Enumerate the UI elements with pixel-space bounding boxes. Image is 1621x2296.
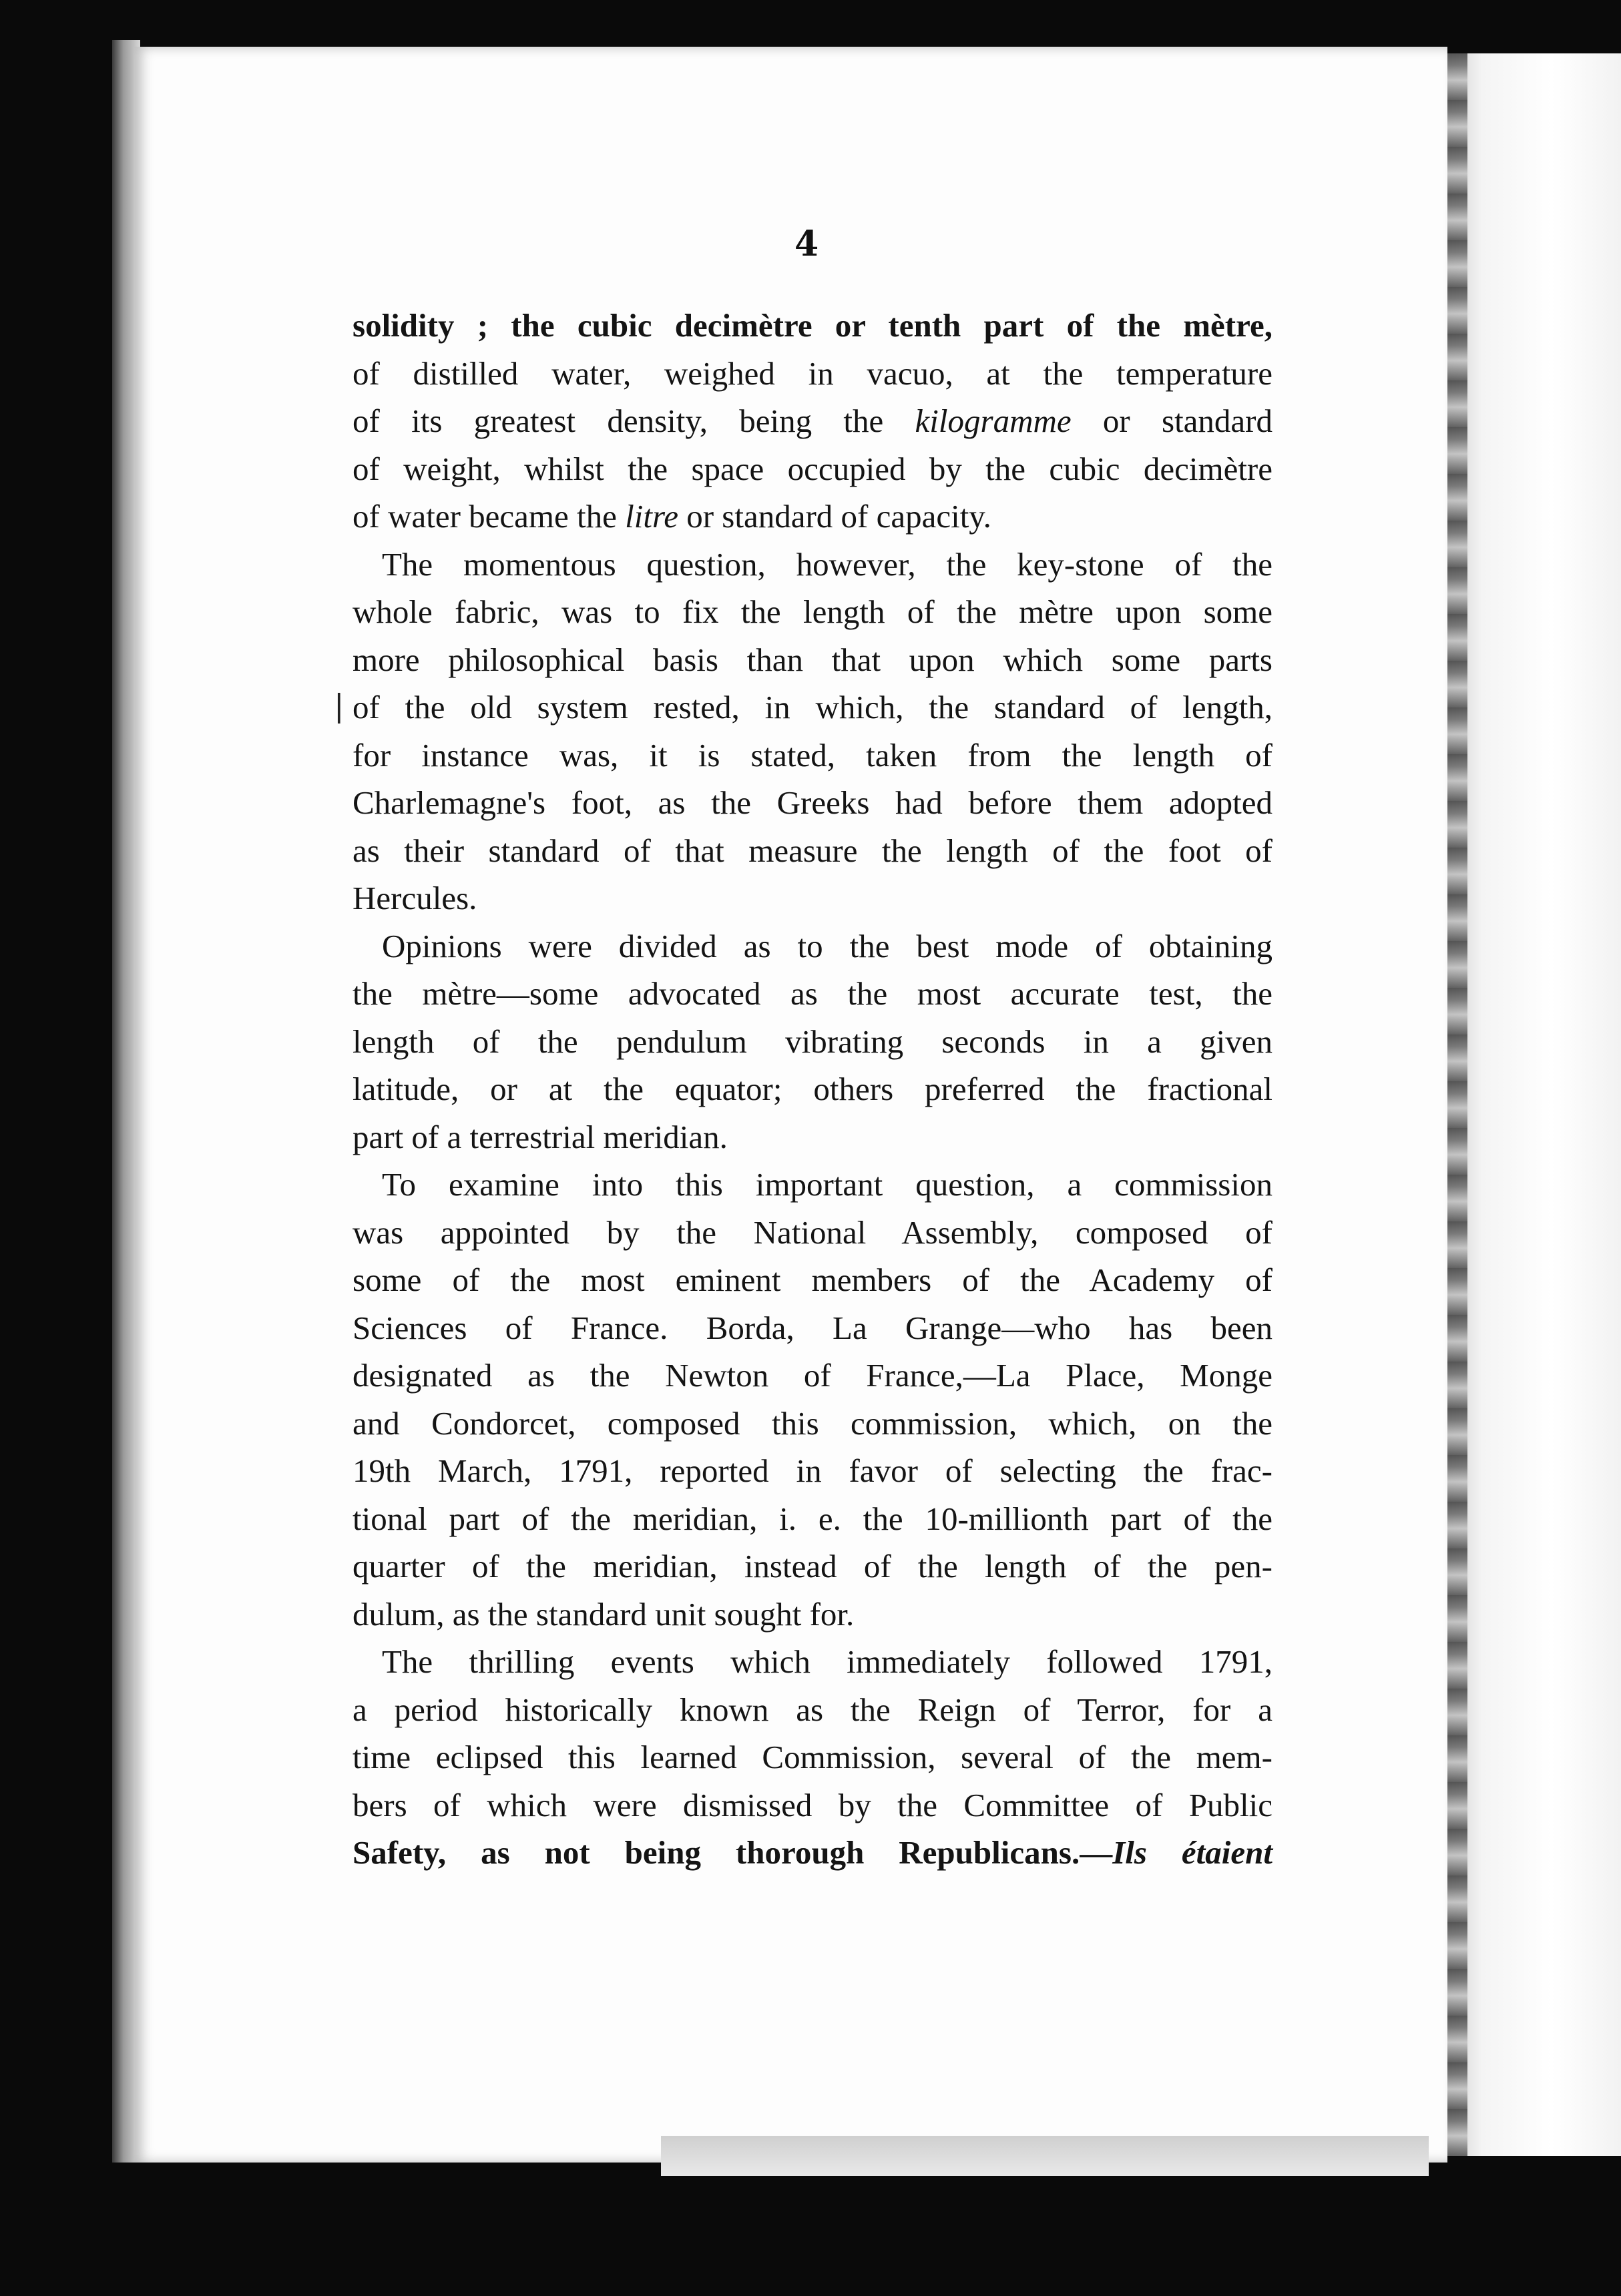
paragraph	[353, 541, 1272, 922]
text-line: for instance was, it is stated, taken from the length of	[353, 736, 1272, 774]
text-line: To examine into this important question, a commission	[382, 1166, 1272, 1203]
text-line: latitude, or at the equator; others preferred the fractional	[353, 1071, 1272, 1107]
text-line: Opinions were divided as to the best mode of obtaining	[382, 927, 1272, 964]
page-number: 4	[794, 224, 819, 264]
text-line: as their standard of that measure the length of the foot of	[353, 832, 1272, 869]
text-line: tional part of the meridian, i. e. the 10-millionth part of the	[353, 1500, 1272, 1537]
body-text	[353, 302, 1272, 1877]
paragraph	[353, 922, 1272, 1161]
text-line: of weight, whilst the space occupied by the cubic decimètre	[353, 450, 1272, 487]
text-line: whole fabric, was to fix the length of the mètre upon some	[353, 593, 1272, 630]
text-line: of its greatest density, being the kilogramme or standard	[353, 402, 1272, 439]
text-line: part of a terrestrial meridian.	[353, 1118, 728, 1155]
italic-term: Ils étaient	[1112, 1834, 1272, 1871]
paragraph	[353, 1161, 1272, 1638]
text-line: some of the most eminent members of the Academy of	[353, 1261, 1272, 1298]
text-line: was appointed by the National Assembly, composed of	[353, 1213, 1272, 1251]
margin-tick-mark: |	[334, 687, 344, 724]
paragraph	[353, 302, 1272, 541]
italic-term: kilogramme	[915, 402, 1072, 439]
text-line: of distilled water, weighed in vacuo, at the temperature	[353, 354, 1272, 392]
text-line: bers of which were dismissed by the Committee of Public	[353, 1786, 1272, 1823]
text-line: 19th March, 1791, reported in favor of selecting the frac-	[353, 1452, 1272, 1489]
text-line: of the old system rested, in which, the standard of length,	[353, 689, 1272, 726]
text-line: time eclipsed this learned Commission, several of the mem-	[353, 1739, 1272, 1775]
text-line: designated as the Newton of France,—La Place, Monge	[353, 1357, 1272, 1394]
text-line: length of the pendulum vibrating seconds in a given	[353, 1023, 1272, 1060]
paragraph	[353, 1638, 1272, 1877]
text-line: more philosophical basis than that upon which some parts	[353, 641, 1272, 678]
text-line: Hercules.	[353, 880, 477, 916]
text-line: solidity ; the cubic decimètre or tenth part of the mètre,	[353, 307, 1272, 344]
text-line: the mètre—some advocated as the most accurate test, the	[353, 975, 1272, 1012]
text-line: The momentous question, however, the key-stone of the	[382, 545, 1272, 583]
text-line: a period historically known as the Reign of Terror, for a	[353, 1691, 1272, 1728]
text-line: Charlemagne's foot, as the Greeks had before them adopted	[353, 784, 1272, 821]
text-line: and Condorcet, composed this commission, which, on the	[353, 1404, 1272, 1442]
text-line: The thrilling events which immediately followed 1791,	[382, 1643, 1272, 1680]
torn-edge	[1447, 53, 1467, 2156]
page-bottom-edge	[661, 2136, 1429, 2176]
text-line: of water became the litre or standard of capacity.	[353, 498, 991, 535]
adjacent-page-edge	[1447, 53, 1621, 2156]
text-line: quarter of the meridian, instead of the length of the pen-	[353, 1548, 1272, 1585]
text-line: Safety, as not being thorough Republicans.—Ils étaient	[353, 1834, 1272, 1871]
text-line: Sciences of France. Borda, La Grange—who has been	[353, 1309, 1272, 1346]
italic-term: litre	[625, 498, 678, 535]
text-line: dulum, as the standard unit sought for.	[353, 1595, 855, 1633]
